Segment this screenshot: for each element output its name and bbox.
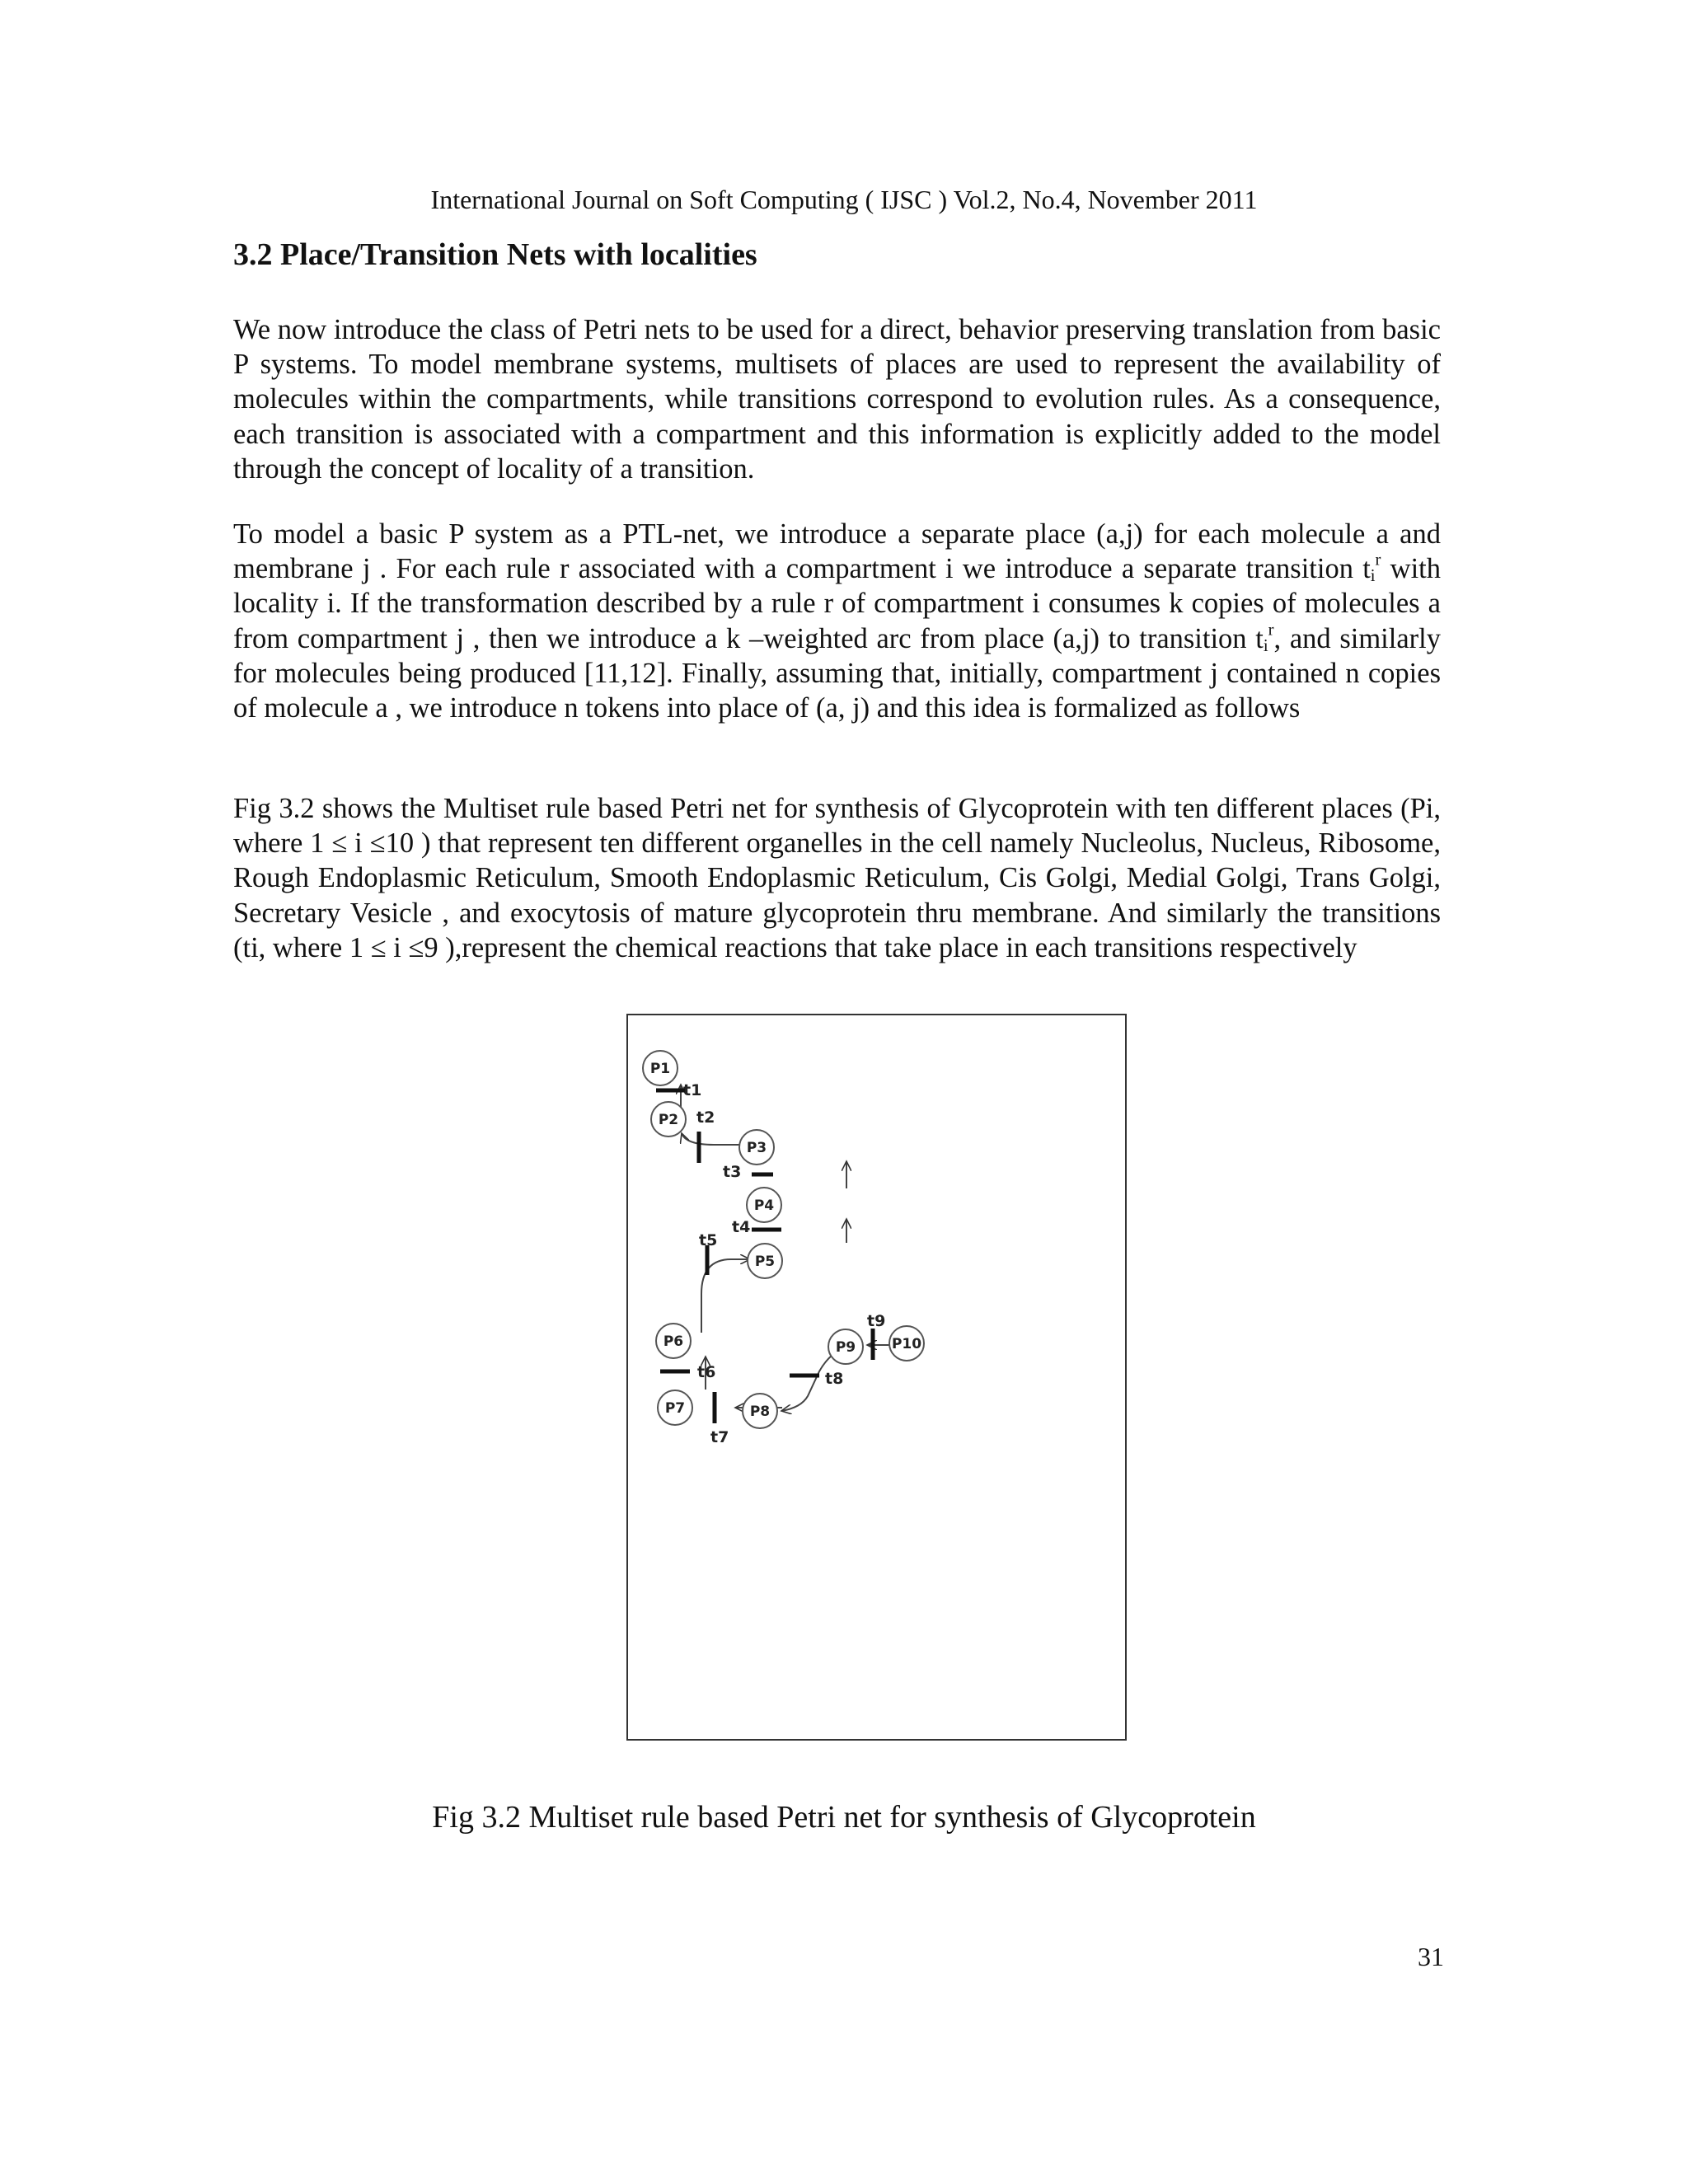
- paragraph-text-part-3: , and similarly for molecules being produced [11,12]. Finally, assuming that, initially, compartment j contained n copies of molecule a , we introduce n tokens into place of (a, j) and this idea is formalized as follows: [233, 622, 1441, 724]
- paragraph-text-part-1: To model a basic P system as a PTL-net, we introduce a separate place (a,j) for each molecule a and membrane j . For each rule r associated with a compartment i we introduce a separate transition: [233, 518, 1441, 585]
- paragraph-ptl-intro: We now introduce the class of Petri nets to be used for a direct, behavior preserving translation from basic P systems. To model membrane systems, multisets of places are used to represent the availability of molecules within the compartments, while transitions correspond to evolution rules. As a consequence, each transition is associated with a compartment and this information is explicitly added to the model through the concept of locality of a transition.: [233, 314, 1441, 485]
- transition-label-t3: t3: [723, 1163, 742, 1181]
- transition-label-t7: t7: [710, 1428, 729, 1446]
- transition-label-t4: t4: [732, 1218, 751, 1236]
- transition-symbol: $t_i^r$: [1362, 551, 1381, 586]
- place-label-p9: P9: [835, 1339, 856, 1356]
- place-label-p10: P10: [891, 1336, 922, 1352]
- figure-caption: Fig 3.2 Multiset rule based Petri net for synthesis of Glycoprotein: [432, 1800, 1256, 1835]
- petri-net-diagram: [628, 1015, 1125, 1739]
- transition-symbol: $t_i^r$: [1255, 621, 1274, 655]
- running-header: International Journal on Soft Computing ( IJSC ) Vol.2, No.4, November 2011: [430, 185, 1258, 214]
- section-title: 3.2 Place/Transition Nets with localities: [233, 237, 757, 272]
- petri-net-figure: [626, 1014, 1127, 1741]
- paragraph-ptl-modeling: [233, 517, 1441, 725]
- place-label-p5: P5: [754, 1254, 776, 1270]
- transition-label-t8: t8: [825, 1370, 844, 1388]
- place-label-p3: P3: [746, 1140, 767, 1156]
- page-number: 31: [1418, 1942, 1444, 1971]
- place-label-p1: P1: [649, 1061, 671, 1077]
- place-label-p8: P8: [749, 1404, 771, 1420]
- place-label-p7: P7: [664, 1400, 686, 1417]
- transition-label-t9: t9: [867, 1312, 886, 1330]
- transition-label-t2: t2: [696, 1108, 715, 1127]
- paragraph-text-part-2: with locality i. If the transformation described by a rule r of compartment i consumes k copies of molecules a from compartment j , then we introduce a k –weighted arc from place (a,j) to transition: [233, 553, 1441, 654]
- transition-label-t1: t1: [683, 1081, 702, 1099]
- transition-label-t6: t6: [697, 1363, 716, 1381]
- transition-label-t5: t5: [699, 1231, 718, 1249]
- place-label-p6: P6: [663, 1333, 684, 1350]
- paragraph-fig-description: Fig 3.2 shows the Multiset rule based Petri net for synthesis of Glycoprotein with ten different places (Pi, where 1 ≤ i ≤10 ) that represent ten different organelles in the cell namely Nucleolus, Nucleus, Ribosome, Rough Endoplasmic Reticulum, Smooth Endoplasmic Reticulum, Cis Golgi, Medial Golgi, Trans Golgi, Secretary Vesicle , and exocytosis of mature glycoprotein thru membrane. And similarly the transitions (ti, where 1 ≤ i ≤9 ),represent the chemical reactions that take place in each transitions respectively: [233, 793, 1441, 963]
- place-label-p4: P4: [753, 1197, 775, 1214]
- place-label-p2: P2: [658, 1112, 679, 1128]
